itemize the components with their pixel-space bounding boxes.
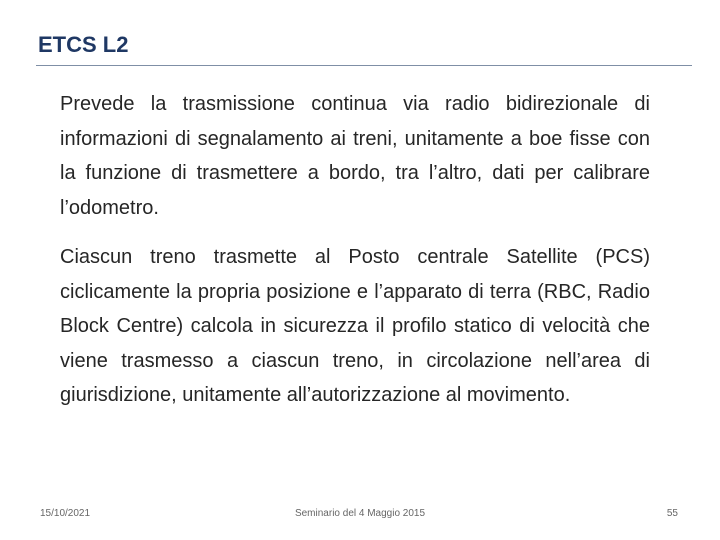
slide-body — [60, 87, 650, 413]
page-number: 55 — [666, 508, 678, 519]
slide-title: ETCS L2 — [38, 32, 129, 57]
body-paragraph-2: Ciascun treno trasmette al Posto centrale Satellite (PCS) ciclicamente la propria posizione e l’apparato di terra (RBC, Radio Block Centre) calcola in sicurezza il profilo statico di velocità che viene trasmesso a ciascun treno, in circolazione nell’area di giurisdizione, unitamente all’autorizzazione al movimento. — [60, 246, 650, 406]
footer-event: Seminario del 4 Maggio 2015 — [294, 508, 426, 519]
body-paragraph-1: Prevede la trasmissione continua via radio bidirezionale di informazioni di segnalamento ai treni, unitamente a boe fisse con la funzione di trasmettere a bordo, tra l’altro, dati per calibrare l’odometro. — [60, 93, 650, 219]
title-divider — [36, 65, 692, 66]
footer-date: 15/10/2021 — [40, 508, 91, 519]
